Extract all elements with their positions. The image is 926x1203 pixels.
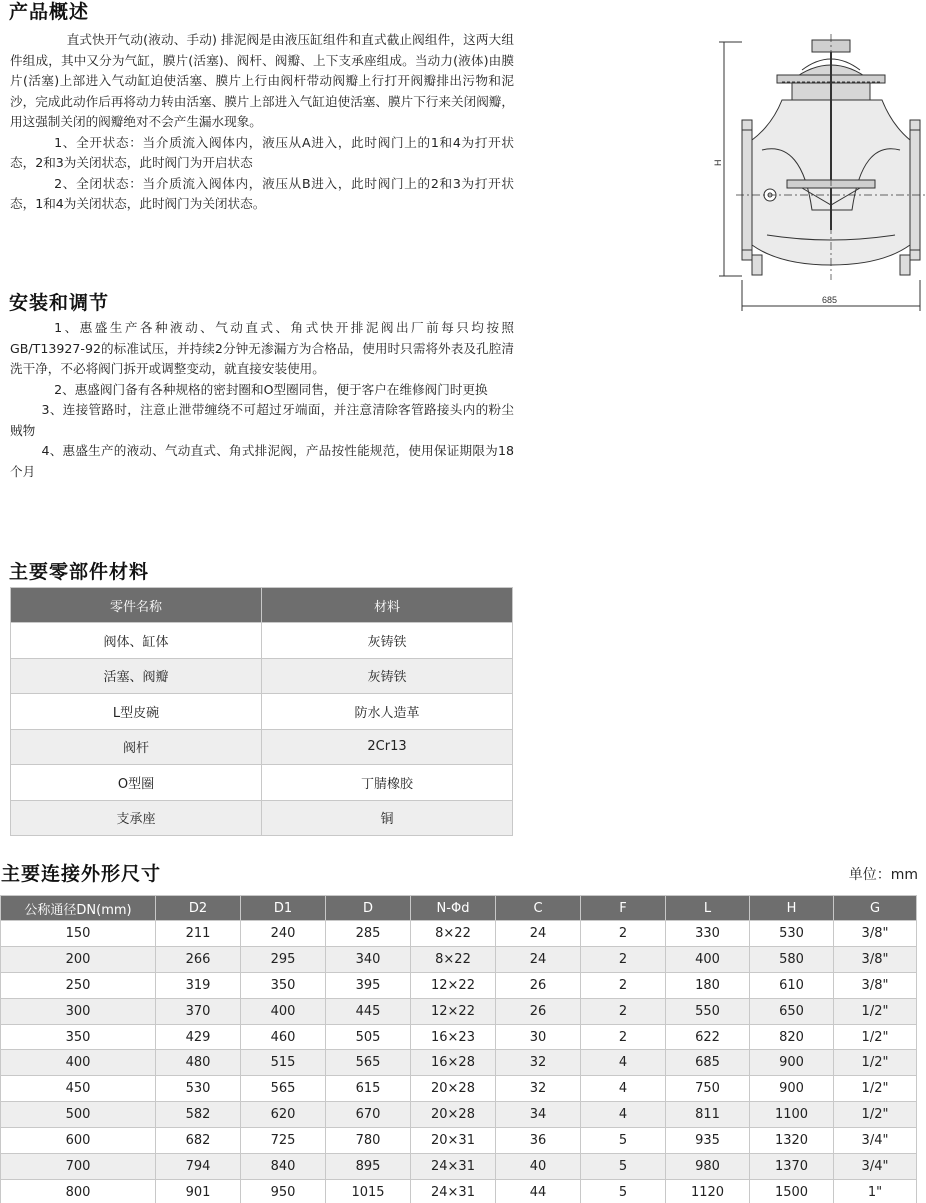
overview-text [10, 30, 514, 215]
dimensions-cell: 2 [581, 946, 666, 972]
dimensions-row [1, 946, 917, 972]
dimensions-cell: 2 [581, 972, 666, 998]
materials-cell-material: 防水人造革 [262, 694, 513, 730]
dimensions-cell: 685 [666, 1050, 750, 1076]
dimensions-cell: 980 [666, 1154, 750, 1180]
dimensions-cell: 450 [1, 1076, 156, 1102]
dimensions-cell: 895 [326, 1154, 411, 1180]
dimensions-cell: 350 [241, 972, 326, 998]
dimensions-cell: 266 [156, 946, 241, 972]
dimensions-cell: 3/8" [834, 972, 917, 998]
dimensions-cell: 285 [326, 921, 411, 947]
dimensions-cell: 5 [581, 1179, 666, 1203]
materials-cell-part: 阀杆 [11, 729, 262, 765]
dimensions-row [1, 1024, 917, 1050]
materials-cell-part: L型皮碗 [11, 694, 262, 730]
dimensions-cell: 1100 [750, 1102, 834, 1128]
materials-row [11, 623, 513, 659]
dimensions-cell: 16×23 [411, 1024, 496, 1050]
dimensions-cell: 250 [1, 972, 156, 998]
dimensions-cell: 340 [326, 946, 411, 972]
dimensions-header-cell: 公称通径DN(mm) [1, 896, 156, 921]
dimensions-cell: 1015 [326, 1179, 411, 1203]
dimensions-cell: 1/2" [834, 1050, 917, 1076]
dimensions-cell: 400 [666, 946, 750, 972]
dimensions-cell: 682 [156, 1128, 241, 1154]
dimensions-row [1, 972, 917, 998]
dimensions-cell: 1/2" [834, 1102, 917, 1128]
dimensions-cell: 530 [156, 1076, 241, 1102]
dimensions-cell: 3/8" [834, 921, 917, 947]
materials-cell-material: 灰铸铁 [262, 658, 513, 694]
install-title: 安装和调节 [9, 292, 110, 314]
dimensions-cell: 794 [156, 1154, 241, 1180]
overview-title: 产品概述 [9, 1, 90, 23]
dimensions-cell: 400 [241, 998, 326, 1024]
dimensions-cell: 370 [156, 998, 241, 1024]
dimensions-row [1, 998, 917, 1024]
dimensions-cell: 2 [581, 998, 666, 1024]
dimensions-cell: 550 [666, 998, 750, 1024]
overview-paragraph-3: 2、全闭状态：当介质流入阀体内，液压从B进入，此时阀门上的2和3为打开状态，1和4为关闭状态，此时阀门为关闭状态。 [10, 175, 514, 211]
dimensions-row [1, 1128, 917, 1154]
dimensions-row [1, 1154, 917, 1180]
dimensions-cell: 700 [1, 1154, 156, 1180]
materials-cell-material: 2Cr13 [262, 729, 513, 765]
dimensions-cell: 395 [326, 972, 411, 998]
dimensions-header-cell: D1 [241, 896, 326, 921]
unit-label: 单位：mm [848, 867, 918, 883]
install-paragraph-4: 4、惠盛生产的液动、气动直式、角式排泥阀，产品按性能规范，使用保证期限为18个月 [10, 443, 514, 479]
dimensions-cell: 26 [496, 998, 581, 1024]
dimensions-cell: 20×31 [411, 1128, 496, 1154]
dimensions-cell: 725 [241, 1128, 326, 1154]
dimensions-cell: 460 [241, 1024, 326, 1050]
dimensions-cell: 935 [666, 1128, 750, 1154]
dimensions-cell: 20×28 [411, 1076, 496, 1102]
dimensions-cell: 1/2" [834, 1076, 917, 1102]
dimensions-cell: 34 [496, 1102, 581, 1128]
overview-paragraph-1: 直式快开气动(液动、手动) 排泥阀是由液压缸组件和直式截止阀组件，这两大组件组成，其中又分为气缸，膜片(活塞)、阀杆、阀瓣、上下支承座组成。当动力(液体)由膜片(活塞)上部进入气动缸迫使活塞、膜片上行由阀杆带动阀瓣上行打开阀瓣排出污物和泥沙，完成此动作后再将动力转由活塞、膜片上部进入气缸迫使活塞、膜片下行来关闭阀瓣，用这强制关闭的阀瓣绝对不会产生漏水现象。 [10, 32, 514, 129]
dimensions-cell: 4 [581, 1102, 666, 1128]
dimensions-cell: 24 [496, 921, 581, 947]
dimensions-cell: 319 [156, 972, 241, 998]
dimensions-row [1, 1050, 917, 1076]
dimensions-cell: 620 [241, 1102, 326, 1128]
dimensions-cell: 950 [241, 1179, 326, 1203]
dimensions-cell: 44 [496, 1179, 581, 1203]
materials-table [10, 587, 513, 836]
materials-row [11, 658, 513, 694]
dimensions-cell: 580 [750, 946, 834, 972]
dimensions-cell: 901 [156, 1179, 241, 1203]
install-text [10, 318, 514, 482]
dimensions-cell: 4 [581, 1050, 666, 1076]
dimensions-cell: 3/4" [834, 1128, 917, 1154]
materials-cell-part: O型圈 [11, 765, 262, 801]
dimensions-cell: 500 [1, 1102, 156, 1128]
install-paragraph-1: 1、惠盛生产各种液动、气动直式、角式快开排泥阀出厂前每只均按照GB/T13927-92的标准试压，并持续2分钟无渗漏方为合格品，使用时只需将外表及孔腔清洗干净，不必将阀门拆开或调整变动，就直接安装使用。 [10, 320, 514, 376]
dimensions-cell: 150 [1, 921, 156, 947]
dimensions-cell: 24×31 [411, 1179, 496, 1203]
dimensions-header-cell: L [666, 896, 750, 921]
dimensions-cell: 5 [581, 1128, 666, 1154]
dimensions-cell: 1120 [666, 1179, 750, 1203]
materials-row [11, 694, 513, 730]
dimensions-cell: 1320 [750, 1128, 834, 1154]
dimensions-cell: 3/8" [834, 946, 917, 972]
dimensions-cell: 650 [750, 998, 834, 1024]
dimensions-cell: 429 [156, 1024, 241, 1050]
dimensions-cell: 330 [666, 921, 750, 947]
dimensions-cell: 8×22 [411, 946, 496, 972]
dimensions-cell: 515 [241, 1050, 326, 1076]
dimensions-cell: 20×28 [411, 1102, 496, 1128]
dimensions-cell: 32 [496, 1076, 581, 1102]
dimensions-cell: 12×22 [411, 998, 496, 1024]
materials-row [11, 765, 513, 801]
dimensions-cell: 750 [666, 1076, 750, 1102]
dimensions-cell: 400 [1, 1050, 156, 1076]
dimensions-cell: 565 [326, 1050, 411, 1076]
dimensions-cell: 900 [750, 1050, 834, 1076]
materials-cell-part: 支承座 [11, 800, 262, 836]
dimensions-cell: 840 [241, 1154, 326, 1180]
dimensions-cell: 30 [496, 1024, 581, 1050]
dimensions-cell: 2 [581, 921, 666, 947]
dimensions-cell: 5 [581, 1154, 666, 1180]
valve-technical-drawing [712, 30, 926, 318]
dimensions-cell: 1/2" [834, 998, 917, 1024]
materials-title: 主要零部件材料 [9, 561, 150, 583]
dimensions-table [0, 895, 917, 1203]
dimensions-cell: 480 [156, 1050, 241, 1076]
dimensions-cell: 780 [326, 1128, 411, 1154]
dimensions-cell: 615 [326, 1076, 411, 1102]
dimensions-cell: 811 [666, 1102, 750, 1128]
dimensions-row [1, 1076, 917, 1102]
dimensions-cell: 24×31 [411, 1154, 496, 1180]
dimensions-cell: 3/4" [834, 1154, 917, 1180]
materials-cell-material: 丁腈橡胶 [262, 765, 513, 801]
install-paragraph-2: 2、惠盛阀门备有各种规格的密封圈和O型圈同售，便于客户在维修阀门时更换 [54, 381, 488, 397]
dimensions-cell: 582 [156, 1102, 241, 1128]
dimensions-cell: 350 [1, 1024, 156, 1050]
dimensions-cell: 12×22 [411, 972, 496, 998]
materials-cell-part: 活塞、阀瓣 [11, 658, 262, 694]
dimensions-cell: 505 [326, 1024, 411, 1050]
dimensions-header-cell: C [496, 896, 581, 921]
height-dimension-label: H [713, 159, 723, 166]
dimensions-cell: 670 [326, 1102, 411, 1128]
dimensions-cell: 1370 [750, 1154, 834, 1180]
materials-cell-material: 灰铸铁 [262, 623, 513, 659]
materials-cell-material: 铜 [262, 800, 513, 836]
dimensions-cell: 40 [496, 1154, 581, 1180]
dimensions-cell: 26 [496, 972, 581, 998]
materials-header-row [11, 588, 513, 623]
dimensions-row [1, 921, 917, 947]
dimensions-header-row [1, 896, 917, 921]
dimensions-cell: 800 [1, 1179, 156, 1203]
materials-cell-part: 阀体、缸体 [11, 623, 262, 659]
dimensions-row [1, 1102, 917, 1128]
dimensions-row [1, 1179, 917, 1203]
dimensions-cell: 180 [666, 972, 750, 998]
dimensions-cell: 600 [1, 1128, 156, 1154]
dimensions-cell: 8×22 [411, 921, 496, 947]
dimensions-cell: 36 [496, 1128, 581, 1154]
dimensions-cell: 200 [1, 946, 156, 972]
dimensions-cell: 32 [496, 1050, 581, 1076]
materials-header-material: 材料 [262, 588, 513, 623]
overview-paragraph-2: 1、全开状态：当介质流入阀体内，液压从A进入，此时阀门上的1和4为打开状态，2和3为关闭状态，此时阀门为开启状态 [10, 134, 514, 170]
dimensions-cell: 530 [750, 921, 834, 947]
dimensions-cell: 2 [581, 1024, 666, 1050]
install-paragraph-3: 3、连接管路时，注意止泄带缠绕不可超过牙端面，并注意清除客管路接头内的粉尘贼物 [10, 402, 514, 438]
materials-header-part: 零件名称 [11, 588, 262, 623]
dimensions-header-cell: G [834, 896, 917, 921]
dimensions-cell: 445 [326, 998, 411, 1024]
dimensions-cell: 24 [496, 946, 581, 972]
dimensions-header-cell: F [581, 896, 666, 921]
dimensions-cell: 1" [834, 1179, 917, 1203]
dimensions-cell: 1500 [750, 1179, 834, 1203]
dimensions-cell: 211 [156, 921, 241, 947]
dimensions-cell: 300 [1, 998, 156, 1024]
materials-row [11, 729, 513, 765]
dimensions-header-cell: D2 [156, 896, 241, 921]
dimensions-cell: 610 [750, 972, 834, 998]
dimensions-cell: 622 [666, 1024, 750, 1050]
dimensions-cell: 565 [241, 1076, 326, 1102]
dimensions-header-cell: H [750, 896, 834, 921]
dimensions-cell: 16×28 [411, 1050, 496, 1076]
dimensions-cell: 1/2" [834, 1024, 917, 1050]
dimensions-cell: 240 [241, 921, 326, 947]
dimensions-cell: 900 [750, 1076, 834, 1102]
materials-row [11, 800, 513, 836]
dimensions-header-cell: D [326, 896, 411, 921]
dimensions-cell: 820 [750, 1024, 834, 1050]
dimensions-cell: 295 [241, 946, 326, 972]
dimensions-title: 主要连接外形尺寸 [1, 863, 162, 885]
dimensions-cell: 4 [581, 1076, 666, 1102]
width-dimension-label: 685 [822, 295, 838, 305]
dimensions-header-cell: N-Φd [411, 896, 496, 921]
